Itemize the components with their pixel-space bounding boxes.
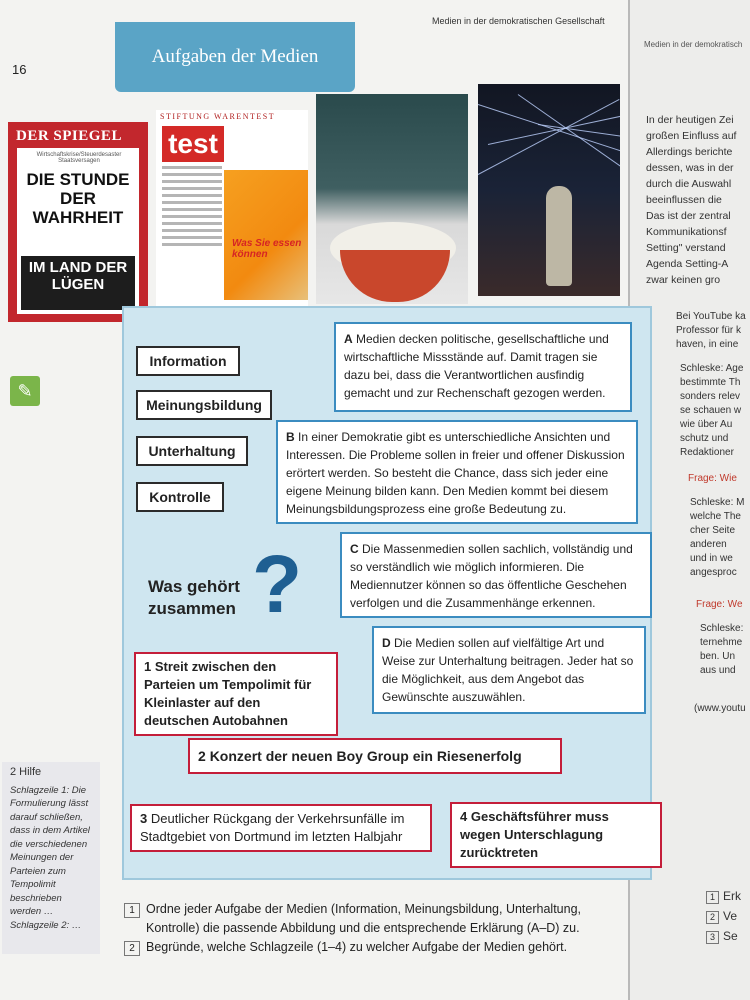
headline-1-num: 1	[144, 659, 152, 674]
singer-figure	[546, 186, 572, 286]
fries-text: Was Sie essen können	[232, 238, 302, 260]
right-page-para-4: Schleske: M welche The cher Seite anderen und in we angesproc	[690, 497, 745, 578]
running-title-right: Medien in der demokratisch	[644, 40, 743, 49]
headline-4-num: 4	[460, 809, 468, 824]
card-a	[334, 322, 632, 412]
spiegel-subline: Wirtschaftskrise/Steuerdesaster Staatsversagen	[36, 152, 122, 164]
test-magazine-image	[156, 110, 308, 310]
spiegel-headline: DIE STUNDE DER WAHRHEIT	[26, 170, 130, 227]
page-number: 16	[12, 62, 27, 77]
label-kontrolle: Kontrolle	[136, 482, 224, 512]
spiegel-logo: DER SPIEGEL	[16, 128, 122, 144]
pencil-icon: ✎	[10, 376, 40, 406]
headline-2	[188, 738, 562, 774]
question-mark: ?	[252, 539, 303, 630]
card-b-text: In einer Demokratie gibt es unterschiedliche Ansichten und Interessen. Die Probleme sollen in freier und offener Diskussion erörtert werden. So besteht die Chance, dass sich jeder eine eigene Meinung bilden kann. Den Medien kommt bei diesem Meinungsbildungsprozess eine große Bedeutung zu.	[286, 430, 625, 516]
task-list	[124, 900, 624, 957]
hilfe-title: 2 Hilfe	[10, 766, 42, 778]
fries-photo	[224, 170, 308, 300]
label-information: Information	[136, 346, 240, 376]
card-c	[340, 532, 652, 618]
headline-3-text: Deutlicher Rückgang der Verkehrsunfälle im Stadtgebiet von Dortmund im letzten Halbjahr	[140, 811, 405, 844]
spiegel-cover-image	[8, 122, 148, 322]
task-1	[124, 900, 624, 938]
card-b-letter: B	[286, 430, 295, 444]
right-page-tasks: 1 Erk 2 Ve 3 Se	[706, 886, 750, 946]
headline-3	[130, 804, 432, 852]
card-c-letter: C	[350, 542, 359, 556]
label-unterhaltung: Unterhaltung	[136, 436, 248, 466]
card-d-text: Die Medien sollen auf vielfältige Art und Weise zur Unterhaltung beitragen. Jeder hat so die Möglichkeit, aus dem Angebot das Gewünschte auszuwählen.	[382, 636, 634, 704]
card-d	[372, 626, 646, 714]
headline-2-text: Konzert der neuen Boy Group ein Riesenerfolg	[209, 748, 522, 764]
running-title: Medien in der demokratischen Gesellschaft	[432, 16, 605, 26]
right-page-para-5: Schleske: ternehme ben. Un aus und	[700, 623, 744, 676]
right-page-link: (www.youtu	[694, 703, 746, 714]
test-logo: test	[162, 126, 224, 162]
headline-1-text: Streit zwischen den Parteien um Tempolimit für Kleinlaster auf den deutschen Autobahnen	[144, 659, 312, 728]
right-page-frage-2: Frage: We	[696, 599, 743, 610]
headline-4	[450, 802, 662, 868]
section-tab	[115, 22, 355, 92]
card-c-text: Die Massenmedien sollen sachlich, vollständig und so verständlich wie möglich informieren. Die Mediennutzer können so das öffentliche Geschehen verfolgen und die Zusammenhänge erkennen.	[350, 542, 633, 610]
section-title: Aufgaben der Medien	[151, 46, 319, 67]
task-1-text: Ordne jeder Aufgabe der Medien (Information, Meinungsbildung, Unterhaltung, Kontrolle) die passende Abbildung und die entsprechende Erklärung (A–D) zu.	[146, 902, 581, 935]
right-page-para-2: Bei YouTube ka Professor für k haven, in eine	[676, 311, 746, 350]
task-2-text: Begründe, welche Schlagzeile (1–4) zu welcher Aufgabe der Medien gehört.	[146, 940, 568, 954]
task-2	[124, 938, 624, 957]
card-b	[276, 420, 638, 524]
talkshow-table-base	[340, 250, 450, 302]
question-text: Was gehört zusammen	[148, 577, 240, 618]
test-brand-top: STIFTUNG WARENTEST	[160, 112, 276, 121]
talkshow-photo	[316, 94, 468, 304]
task-1-number: 1	[124, 903, 140, 918]
hilfe-text: Schlagzeile 1: Die Formulierung lässt darauf schließen, dass in dem Artikel die verschiedenen Meinungen der Parteien zum Tempolimit beschrieben werden … Schlagzeile 2: …	[10, 784, 90, 931]
right-page-para-3: Schleske: Age bestimmte Th sonders relev se schauen w wie über Au schutz und Redaktioner	[680, 363, 744, 458]
headline-2-num: 2	[198, 748, 206, 764]
label-meinungsbildung: Meinungsbildung	[136, 390, 272, 420]
headline-1	[134, 652, 338, 736]
card-a-letter: A	[344, 332, 353, 346]
spiegel-dark-headline: IM LAND DER LÜGEN	[21, 256, 135, 310]
card-d-letter: D	[382, 636, 391, 650]
right-page-frage-1: Frage: Wie	[688, 473, 737, 484]
hilfe-box	[2, 762, 100, 954]
headline-4-text: Geschäftsführer muss wegen Unterschlagung zurücktreten	[460, 809, 609, 860]
headline-3-num: 3	[140, 811, 148, 826]
card-a-text: Medien decken politische, gesellschaftliche und wirtschaftliche Missstände auf. Damit tragen sie dazu bei, dass die Verantwortlichen ausfindig gemacht und zur Rechenschaft gezogen werden.	[344, 332, 609, 400]
task-2-number: 2	[124, 941, 140, 956]
concert-photo	[478, 84, 620, 296]
right-page-para-1: In der heutigen Zei großen Einfluss auf Allerdings berichte dessen, was in der durch die Auswahl beeinflussen die Das ist der zentral Kommunikationsf Setting" verstand Agenda Setting-A zwar keinen gro	[646, 114, 737, 286]
test-cover-lines	[162, 166, 222, 250]
